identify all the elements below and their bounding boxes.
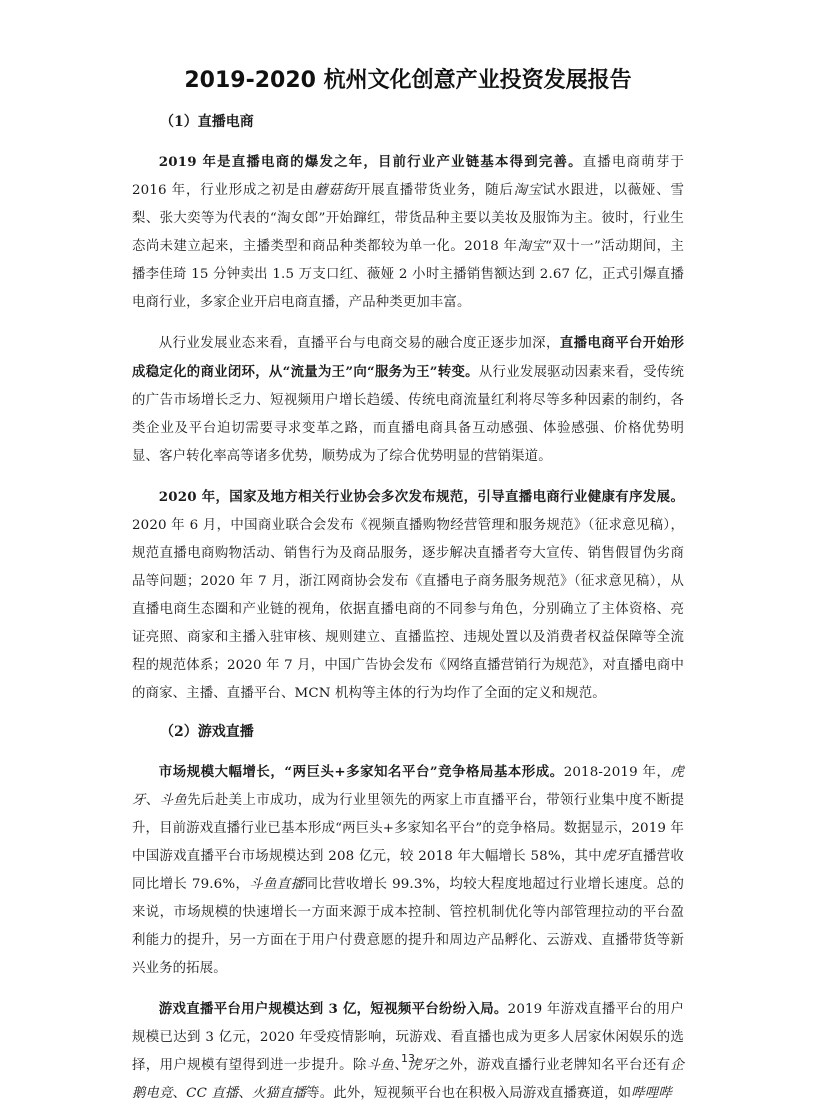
- body-text: 等。此外，短视频平台也在积极入局游戏直播赛道，如: [306, 1086, 632, 1101]
- italic-name-text: 斗鱼: [159, 793, 188, 808]
- body-text: 直播电商萌芽于 2016 年，行业形成之初是由: [132, 155, 684, 198]
- italic-name-text: 斗鱼直播: [249, 877, 305, 892]
- paragraph: [132, 329, 684, 471]
- bold-lead-text: 2019 年是直播电商的爆发之年，目前行业产业链基本得到完善。: [158, 154, 583, 170]
- italic-name-text: 斗鱼: [366, 1058, 395, 1073]
- italic-name-text: 虎牙: [408, 1058, 436, 1073]
- body-text: 从行业发展业态来看，直播平台与电商交易的融合度正逐步加深，: [158, 336, 560, 351]
- section-heading: （2）游戏直播: [160, 724, 254, 740]
- italic-name-text: 蘑菇街: [314, 183, 358, 198]
- bold-lead-text: 2020 年，国家及地方相关行业协会多次发布规范，引导直播电商行业健康有序发展。: [158, 489, 684, 505]
- body-text: 、: [172, 1086, 187, 1101]
- bold-lead-text: 游戏直播平台用户规模达到 3 亿，短视频平台纷纷入局。: [158, 1001, 508, 1017]
- italic-name-text: 虎牙: [601, 849, 630, 864]
- body-text: 同比营收增长 99.3%，均较大程度地超过行业增长速度。总的来说，市场规模的快速增长一方面来源于成本控制、管控机制优化等内部管理拉动的平台盈利能力的提升，另一方面在于用户付费意愿的提升和周边产品孵化、云游戏、直播带货等新兴业务的拓展。: [132, 877, 684, 976]
- italic-name-text: 哔哩哔: [631, 1086, 672, 1101]
- italic-name-text: 企鹅电竞: [132, 1058, 684, 1101]
- italic-name-text: CC 直播: [186, 1086, 239, 1101]
- section-heading: （1）直播电商: [160, 114, 254, 130]
- paragraph: [132, 483, 684, 708]
- body-text: 2018-2019 年，: [563, 765, 671, 780]
- bold-lead-text: 直播电商平台开始形成稳定化的商业闭环，从“流量为王”向“服务为王”转变。: [132, 335, 684, 380]
- paragraph: [132, 148, 684, 317]
- body-text: 2019 年游戏直播平台的用户规模已达到 3 亿元，2020 年受疫情影响，玩游戏、看直播也成为更多人居家休闲娱乐的选择，用户规模有望得到进一步提升。除: [132, 1002, 684, 1073]
- italic-name-text: 虎牙: [132, 765, 684, 808]
- page-number: 13: [401, 1052, 415, 1065]
- italic-name-text: 火猫直播: [252, 1086, 307, 1101]
- paragraph: [132, 758, 684, 983]
- body-text: 、: [145, 793, 160, 808]
- body-text: 从行业发展驱动因素来看，受传统的广告市场增长乏力、短视频用户增长趋缓、传统电商流量红利将尽等多种因素的制约，各类企业及平台迫切需要寻求变革之路，而直播电商具备互动感强、体验感强、价格优势明显、客户转化率高等诸多优势，顺势成为了综合优势明显的营销渠道。: [132, 365, 685, 464]
- body-text: 先后赴美上市成功，成为行业里领先的两家上市直播平台，带领行业集中度不断提升，目前游戏直播行业已基本形成“两巨头+多家知名平台”的竞争格局。数据显示，2019 年中国游戏直播平台市场规模达到 208 亿元，较 2018 年大幅增长 58%，其中: [132, 793, 684, 864]
- body-text: 、: [394, 1058, 409, 1073]
- body-text: 之外，游戏直播行业老牌知名平台还有: [435, 1058, 671, 1073]
- bold-lead-text: 市场规模大幅增长，“两巨头+多家知名平台”竞争格局基本形成。: [158, 764, 564, 780]
- body-text: 试水跟进，以薇娅、雪梨、张大奕等为代表的“淘女郎”开始蹿红，带货品种主要以美妆及服饰为主。彼时，行业生态尚未建立起来，主播类型和商品种类都较为单一化。2018 年: [132, 183, 684, 254]
- italic-name-text: 淘宝: [517, 239, 546, 254]
- report-body: [132, 110, 684, 1108]
- body-text: 、: [238, 1086, 252, 1101]
- body-text: 开展直播带货业务，随后: [357, 183, 514, 198]
- italic-name-text: 淘宝: [513, 183, 543, 198]
- body-text: 2020 年 6 月，中国商业联合会发布《视频直播购物经营管理和服务规范》（征求意见稿），规范直播电商购物活动、销售行为及商品服务，逐步解决直播者夸大宣传、销售假冒伪劣商品等问题；2020 年 7 月，浙江网商协会发布《直播电子商务服务规范》（征求意见稿），从直播电商生态圈和产业链的视角，依据直播电商的不同参与角色，分别确立了主体资格、亮证亮照、商家和主播入驻审核、规则建立、直播监控、违规处置以及消费者权益保障等全流程的规范体系；2020 年 7 月，中国广告协会发布《网络直播营销行为规范》，对直播电商中的商家、主播、直播平台、MCN 机构等主体的行为均作了全面的定义和规范。: [132, 518, 684, 701]
- body-text: 直播营收同比增长 79.6%，: [132, 849, 684, 892]
- body-text: “双十一”活动期间，主播李佳琦 15 分钟卖出 1.5 万支口红、薇娅 2 小时主播销售额达到 2.67 亿，正式引爆直播电商行业，多家企业开启电商直播，产品种类更加丰富。: [132, 239, 684, 310]
- report-title: 2019-2020 杭州文化创意产业投资发展报告: [184, 68, 632, 93]
